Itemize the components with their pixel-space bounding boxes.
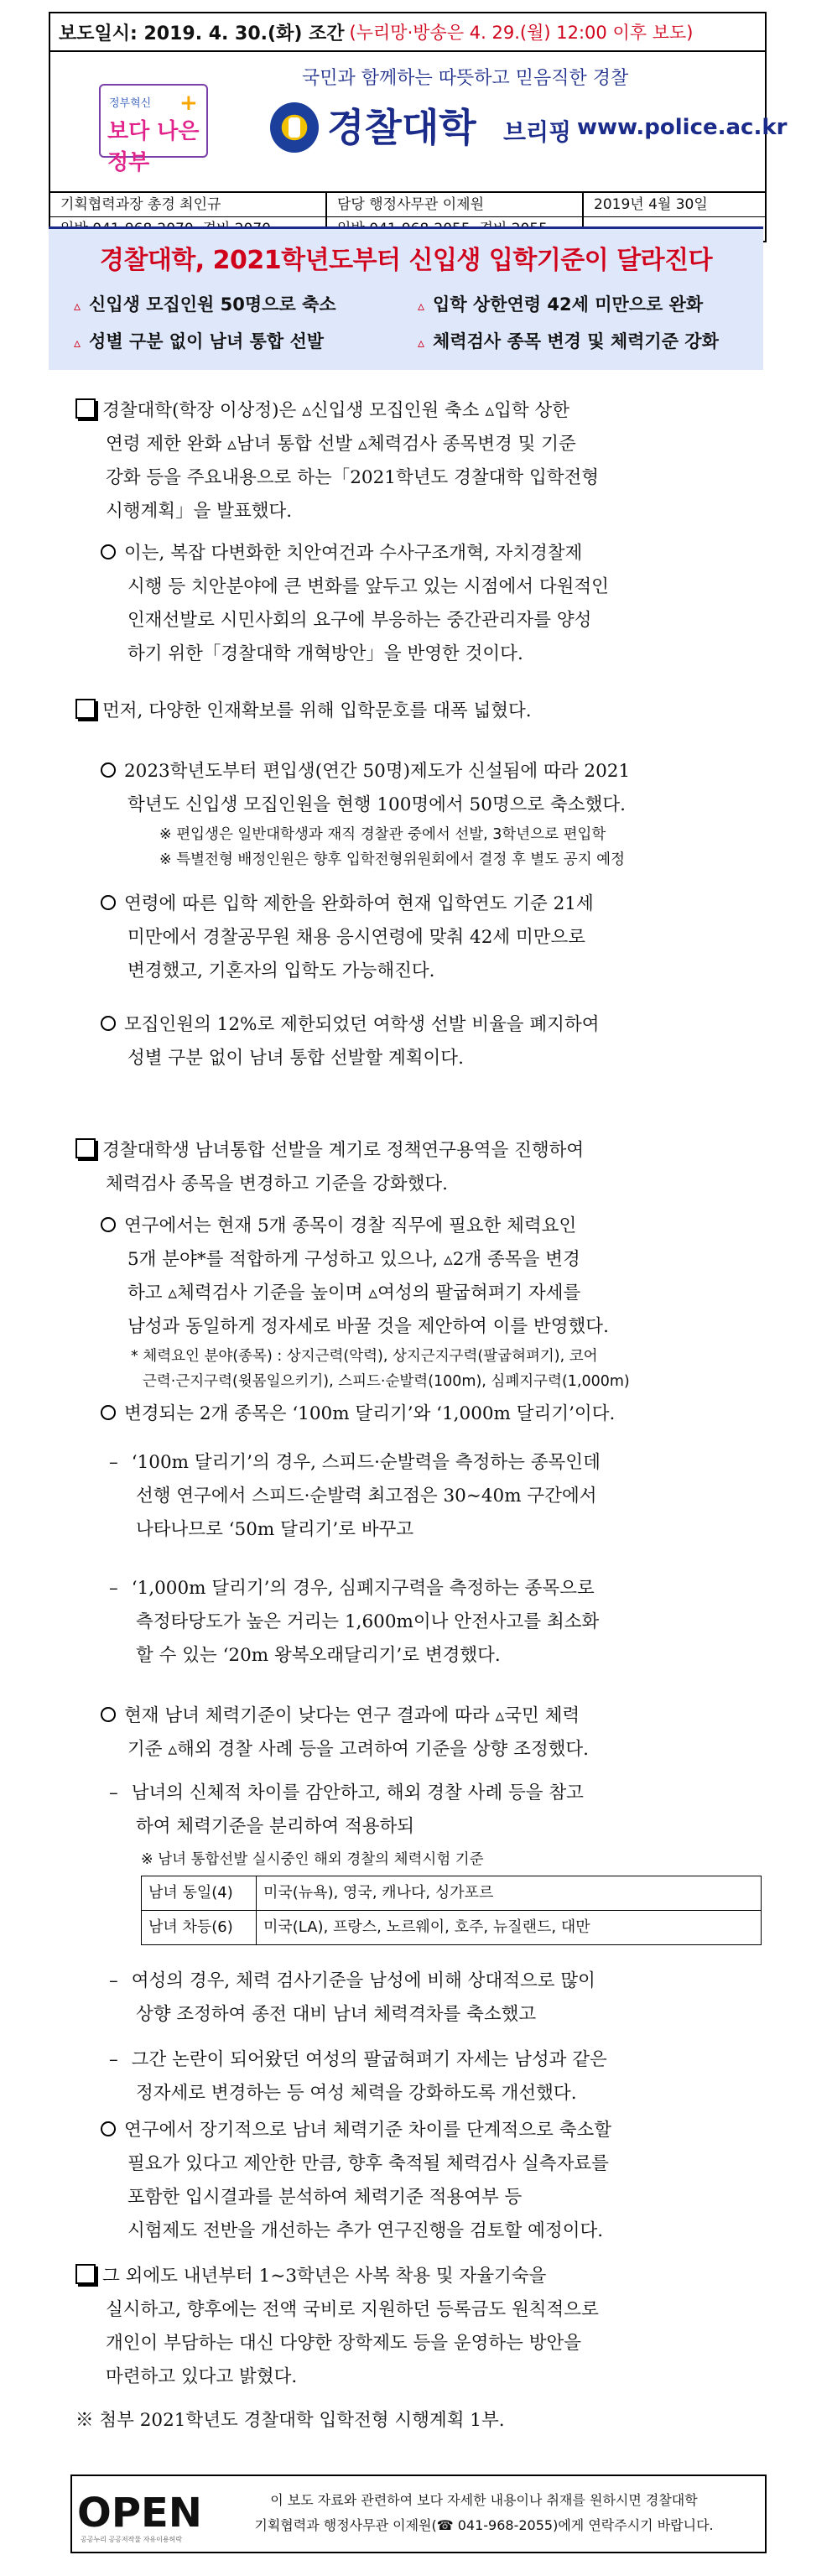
section-4: 그 외에도 내년부터 1∼3학년은 사복 착용 및 자율기숙을 실시하고, 향후에는 전액 국비로 지원하던 등록금도 원칙적으로 개인이 부담하는 대신 다양한 장학제도 등을 운영하는 방안을 마련하고 있다고 밝혔다. xyxy=(75,2260,763,2394)
overseas-police-table xyxy=(141,1876,762,1945)
triangle-icon: ▵ xyxy=(74,335,81,351)
contact-date: 2019년 4월 30일 xyxy=(584,193,765,217)
section-3b: 변경되는 2개 종목은 ‘100m 달리기’와 ‘1,000m 달리기’이다. xyxy=(101,1397,763,1431)
circle-bullet-icon xyxy=(101,1707,116,1722)
website-url: www.police.ac.kr xyxy=(577,115,788,140)
press-header xyxy=(49,12,788,242)
triangle-icon: ▵ xyxy=(74,298,81,314)
section-3b2: – ‘1,000m 달리기’의 경우, 심폐지구력을 측정하는 종목으로 측정타당도가 높은 거리는 1,600m이나 안전사고를 최소화 할 수 있는 ‘20m 왕복오래달리기’로 변경했다. xyxy=(109,1578,600,1666)
section-2c: 모집인원의 12%로 제한되었던 여학생 선발 비율을 폐지하여 성별 구분 없이 남녀 통합 선발할 계획이다. xyxy=(101,1008,763,1075)
section-2: 먼저, 다양한 인재확보를 위해 입학문호를 대폭 넓혔다. xyxy=(75,695,763,728)
section-3c2: – 여성의 경우, 체력 검사기준을 남성에 비해 상대적으로 많이 상향 조정하여 종전 대비 남녀 체력격차를 축소했고 xyxy=(109,1970,595,2025)
title-band xyxy=(49,226,763,370)
point-3: ▵ 성별 구분 없이 남녀 통합 선발 xyxy=(74,331,325,351)
point-4: ▵ 체력검사 종목 변경 및 체력기준 강화 xyxy=(418,331,719,351)
section-3b1: – ‘100m 달리기’의 경우, 스피드·순발력을 측정하는 종목인데 선행 연구에서 스피드·순발력 최고점은 30∼40m 구간에서 나타나므로 ‘50m 달리기’로 바꾸고 xyxy=(109,1452,601,1540)
section-3a: 연구에서는 현재 5개 종목이 경찰 직무에 필요한 체력요인 5개 분야*를 적합하게 구성하고 있으나, ▵2개 종목을 변경 하고 ▵체력검사 기준을 높이며 ▵여성의 팔굽혀펴기 자세를 남성과 동일하게 정자세로 바꿀 것을 제안하여 이를 반영했다. * 체력요인 분야(종목) : 상지근력(악력), 상지근지구력(팔굽혀펴기), 코어 근력·근지구력(윗몸일으키기), 스피드·순발력(100m), 심폐지구력(1,000m) xyxy=(101,1210,763,1394)
section-1: 경찰대학(학장 이상정)은 ▵신입생 모집인원 축소 ▵입학 상한 연령 제한 완화 ▵남녀 통합 선발 ▵체력검사 종목변경 및 기준 강화 등을 주요내용으로 하는「2021학년도 경찰대학 입학전형 시행계획」을 발표했다. xyxy=(75,394,763,528)
release-note: (누리망·방송은 4. 29.(월) 12:00 이후 보도) xyxy=(349,23,694,43)
brief-label: 브리핑 xyxy=(503,118,572,146)
section-1a: 이는, 복잡 다변화한 치안여건과 수사구조개혁, 자치경찰제 시행 등 치안분야에 큰 변화를 앞두고 있는 시점에서 다원적인 인재선발로 시민사회의 요구에 부응하는 중간관리자를 양성 하기 위한「경찰대학 개혁방안」을 반영한 것이다. xyxy=(101,537,763,671)
circle-bullet-icon xyxy=(101,2121,116,2136)
point-2: ▵ 입학 상한연령 42세 미만으로 완화 xyxy=(418,294,704,315)
section-3c3: – 그간 논란이 되어왔던 여성의 팔굽혀펴기 자세는 남성과 같은 정자세로 변경하는 등 여성 체력을 강화하도록 개선했다. xyxy=(109,2049,607,2104)
contact-officer: 담당 행정사무관 이제원 xyxy=(327,193,584,217)
section-2b: 연령에 따른 입학 제한을 완화하여 현재 입학연도 기준 21세 미만에서 경찰공무원 채용 응시연령에 맞춰 42세 미만으로 변경했고, 기혼자의 입학도 가능해진다. xyxy=(101,887,763,988)
slogan: 국민과 함께하는 따뜻하고 믿음직한 경찰 xyxy=(302,68,629,89)
circle-bullet-icon xyxy=(101,1016,116,1031)
section-2a: 2023학년도부터 편입생(연간 50명)제도가 신설됨에 따라 2021 학년도 신입생 모집인원을 현행 100명에서 50명으로 축소했다. ※ 편입생은 일반대학생과 재직 경찰관 중에서 선발, 3학년으로 편입학 ※ 특별전형 배정인원은 향후 입학전형위원회에서 결정 후 별도 공지 예정 xyxy=(101,755,763,872)
table-caption: ※ 남녀 통합선발 실시중인 해외 경찰의 체력시험 기준 xyxy=(141,1851,484,1868)
release-date: 보도일시: 2019. 4. 30.(화) 조간 xyxy=(59,23,345,44)
triangle-icon: ▵ xyxy=(418,298,425,314)
circle-bullet-icon xyxy=(101,1217,116,1232)
circle-bullet-icon xyxy=(101,895,116,910)
section-3d: 연구에서 장기적으로 남녀 체력기준 차이를 단계적으로 축소할 필요가 있다고 제안한 만큼, 향후 축적될 체력검사 실측자료를 포함한 입시결과를 분석하여 체력기준 적용여부 등 시험제도 전반을 개선하는 추가 연구진행을 검토할 예정이다. xyxy=(101,2114,763,2248)
police-emblem-icon xyxy=(270,102,319,153)
banner xyxy=(50,52,788,193)
checkbox-bullet-icon xyxy=(75,699,96,719)
headline: 경찰대학, 2021학년도부터 신입생 입학기준이 달라진다 xyxy=(99,246,713,275)
open-license-logo: OPEN 공공누리 공공저작물 자유이용허락 xyxy=(77,2490,202,2543)
footer-contact-text: 이 보도 자료와 관련하여 보다 자세한 내용이나 취재를 원하시면 경찰대학 기획협력과 행정사무관 이제원(☎ 041-968-2055)에게 연락주시기 바랍니다. xyxy=(254,2492,714,2533)
circle-bullet-icon xyxy=(101,544,116,559)
contact-dept: 기획협력과장 총경 최인규 xyxy=(50,193,327,217)
checkbox-bullet-icon xyxy=(75,2264,96,2284)
section-3c1: – 남녀의 신체적 차이를 감안하고, 해외 경찰 사례 등을 참고 하여 체력기준을 분리하여 적용하되 xyxy=(109,1782,584,1837)
section-3c: 현재 남녀 체력기준이 낮다는 연구 결과에 따라 ▵국민 체력 기준 ▵해외 경찰 사례 등을 고려하여 기준을 상향 조정했다. xyxy=(101,1699,763,1767)
institution-name: 경찰대학 xyxy=(327,105,476,150)
attachment-note: ※ 첨부 2021학년도 경찰대학 입학전형 시행계획 1부. xyxy=(75,2410,505,2431)
triangle-icon: ▵ xyxy=(418,335,425,351)
table-row: 남녀 동일(4) 미국(뉴욕), 영국, 캐나다, 싱가포르 xyxy=(142,1876,762,1911)
section-3: 경찰대학생 남녀통합 선발을 계기로 정책연구용역을 진행하여 체력검사 종목을 변경하고 기준을 강화했다. xyxy=(75,1134,763,1201)
gov-innovation-logo: 정부혁신 + 보다 나은 정부 xyxy=(99,84,208,158)
plus-icon: + xyxy=(179,91,198,116)
release-line xyxy=(50,13,765,52)
point-1: ▵ 신입생 모집인원 50명으로 축소 xyxy=(74,294,336,315)
open-license-footer xyxy=(70,2475,767,2553)
checkbox-bullet-icon xyxy=(75,1138,96,1158)
overseas-table-block xyxy=(141,1847,763,1945)
circle-bullet-icon xyxy=(101,1405,116,1420)
table-row: 남녀 차등(6) 미국(LA), 프랑스, 노르웨이, 호주, 뉴질랜드, 대만 xyxy=(142,1911,762,1945)
circle-bullet-icon xyxy=(101,762,116,778)
checkbox-bullet-icon xyxy=(75,398,96,419)
